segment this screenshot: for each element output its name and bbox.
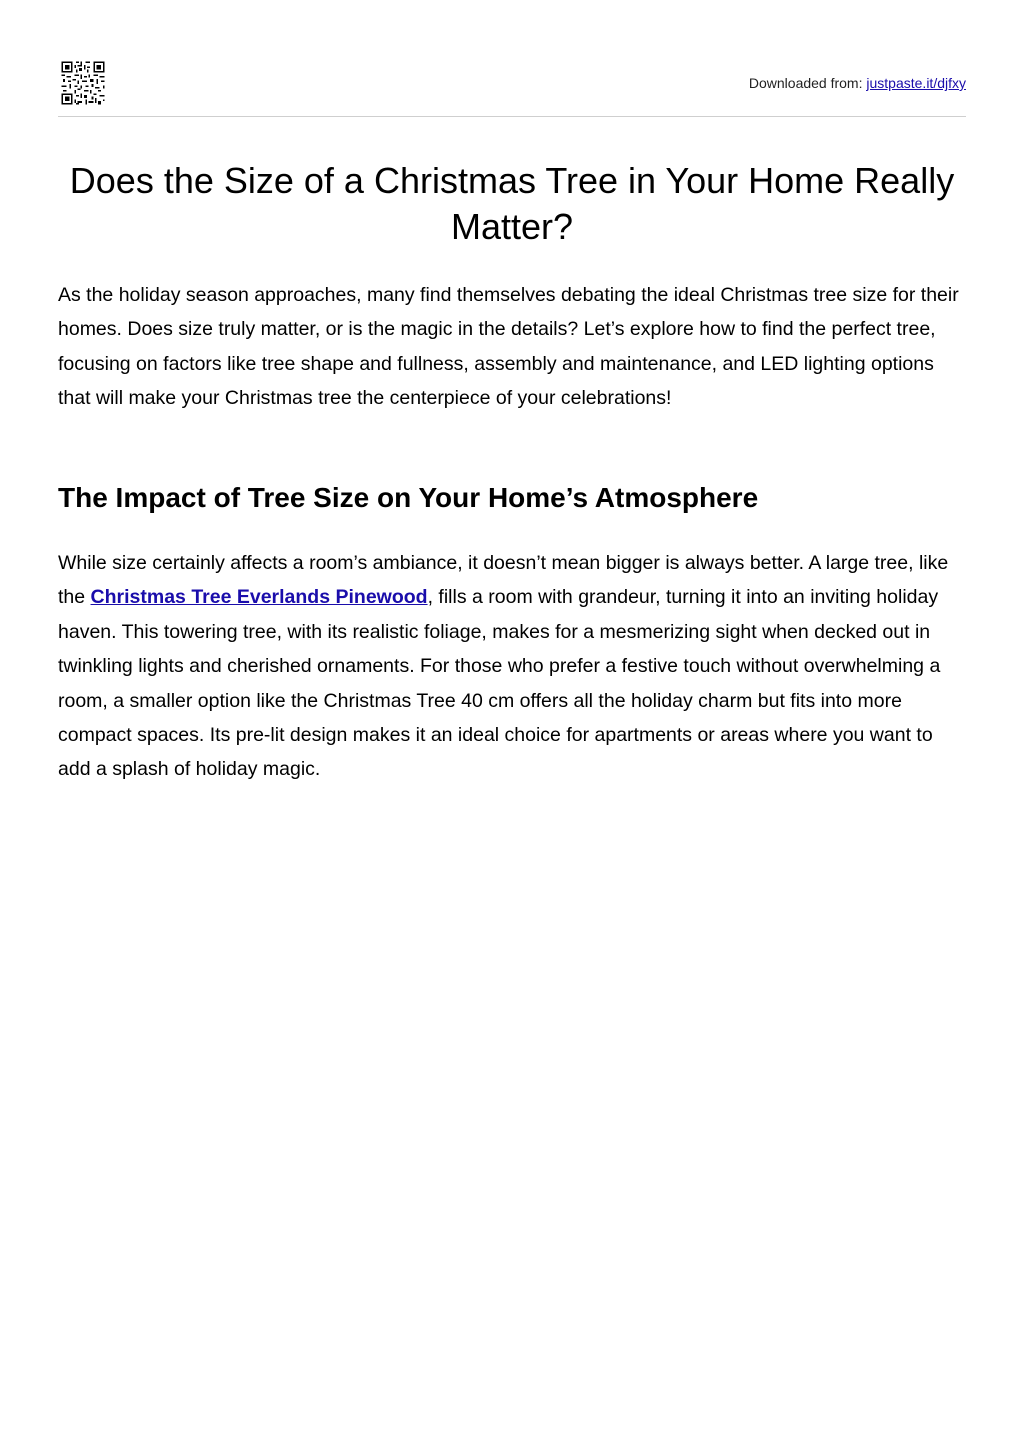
qr-code-icon (60, 60, 106, 106)
section-text-after-link: , fills a room with grandeur, turning it into an inviting holiday haven. This towering tree, with its realistic foliage, makes for a mesmerizing sight when decked out in twinkling lights and cherished ornaments. For those who prefer a festive touch without overwhelming a room, a smaller option like the Christmas Tree 40 cm offers all the holiday charm but fits into more compact spaces. Its pre-lit design makes it an ideal choice for apartments or areas where you want to add a splash of holiday magic. (58, 586, 941, 781)
intro-paragraph: As the holiday season approaches, many find themselves debating the ideal Christmas tree size for their homes. Does size truly matter, or is the magic in the details? Let’s explore how to find the perfect tree, focusing on factors like tree shape and fullness, assembly and maintenance, and LED lighting options that will make your Christmas tree the centerpiece of your celebrations! (58, 284, 959, 410)
download-source-link[interactable]: justpaste.it/djfxy (866, 75, 966, 91)
download-source-label: Downloaded from: (748, 75, 867, 91)
section-text-before-link: While size certainly affects a room’s ambiance, it doesn’t mean bigger is always better. A large tree, like the (58, 552, 949, 609)
christmas-tree-everlands-pinewood-link[interactable]: Christmas Tree Everlands Pinewood (90, 586, 428, 609)
section-paragraph (58, 546, 970, 787)
article-title: Does the Size of a Christmas Tree in Your Home Really Matter? (69, 160, 955, 247)
section-heading: The Impact of Tree Size on Your Home’s Atmosphere (58, 482, 759, 513)
page-header (58, 60, 966, 117)
download-source (749, 75, 966, 91)
